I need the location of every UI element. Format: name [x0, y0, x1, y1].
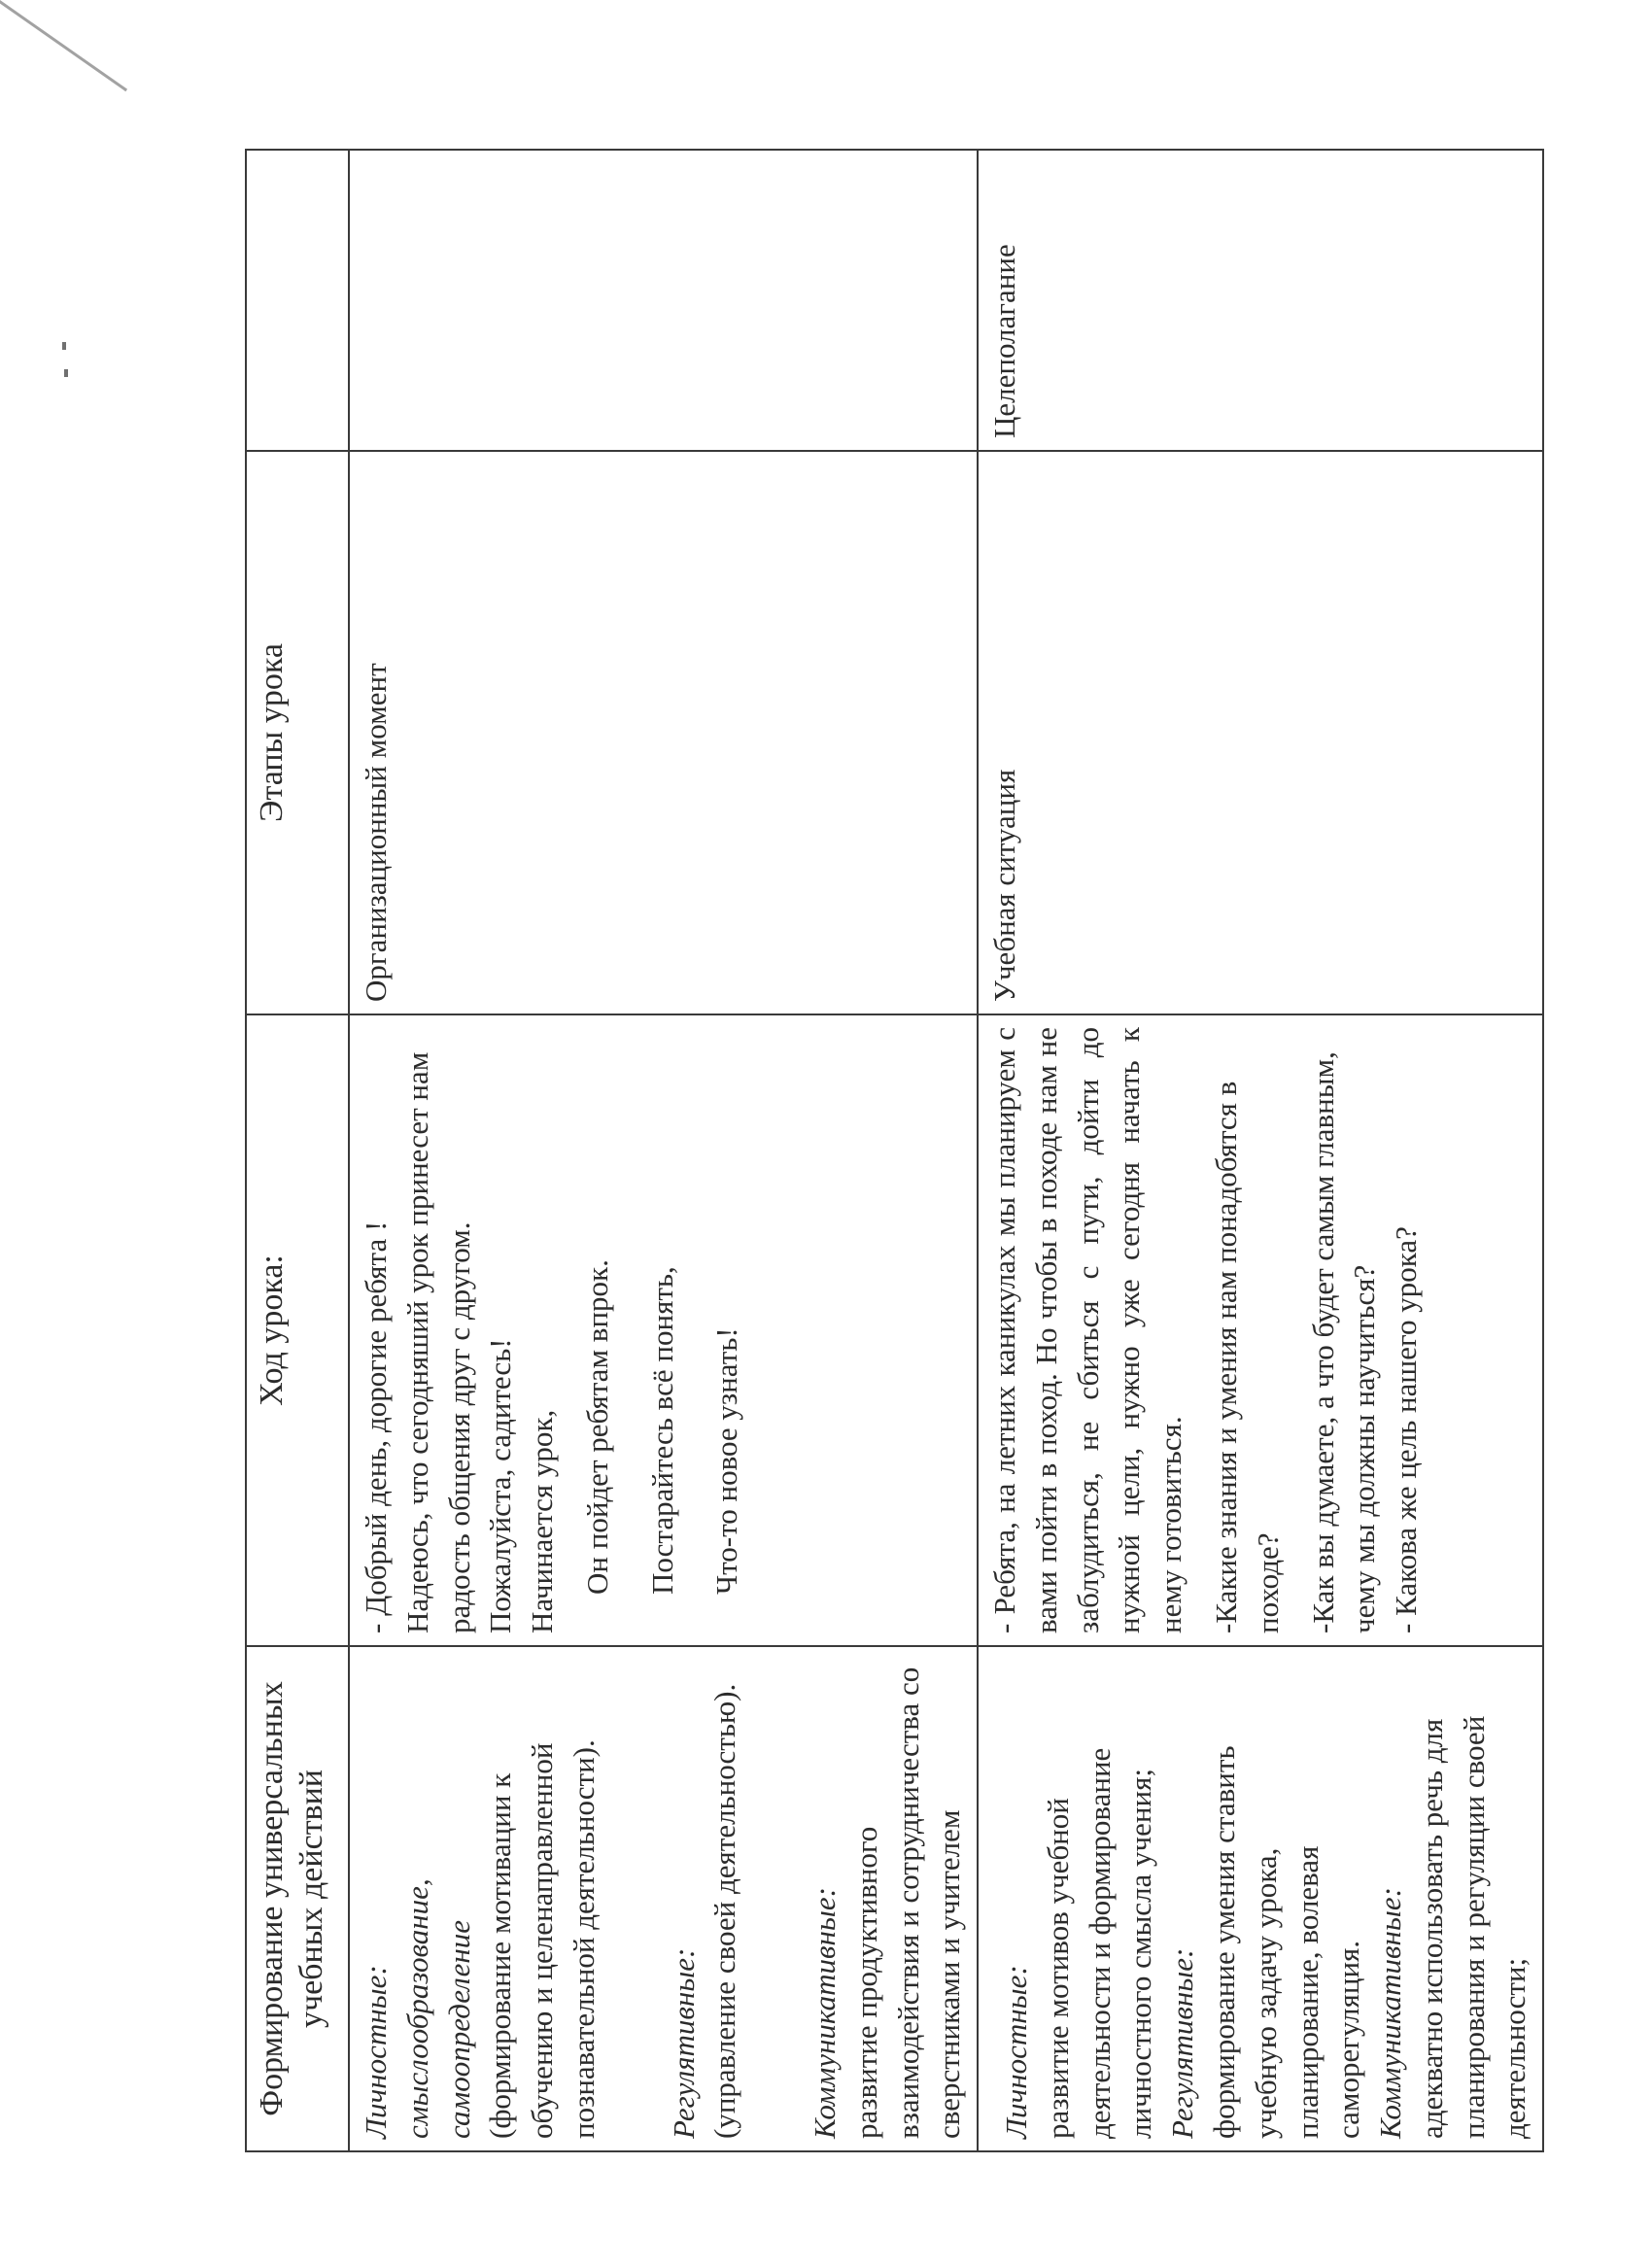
uud-text: (формирование мотивации к обучению и целенаправленной познавательной деятельности).: [483, 1739, 601, 2139]
stage-cell: [349, 451, 978, 1014]
uud-title: Личностные:: [359, 1965, 393, 2139]
table-row: [349, 150, 978, 2151]
uud-title: Личностные:: [999, 1965, 1034, 2139]
course-cell: [349, 1014, 978, 1646]
course-line: - Добрый день, дорогие ребята !: [359, 1220, 393, 1633]
scan-dot-mark: [62, 342, 66, 350]
uud-line: самоопределение: [441, 1920, 476, 2139]
course-line: Надеюсь, что сегодняший урок принесет нам радость общения друг с другом.: [399, 1051, 476, 1633]
uud-text: формирование умения ставить учебную задачу урока, планирование, волевая саморегуляция.: [1207, 1745, 1366, 2139]
uud-block-regulative: [664, 1659, 747, 2139]
table-header-row: [246, 150, 349, 2151]
uud-title: Коммуникативные:: [1373, 1887, 1408, 2139]
course-line: - Какова же цель нашего урока?: [1389, 1226, 1424, 1633]
uud-text: адекватно использовать речь для планирования и регуляции своей деятельности;: [1414, 1715, 1532, 2139]
rotated-lesson-sheet: [245, 151, 1532, 2152]
header-uud: Формирование универсальных учебных действий: [246, 1646, 349, 2151]
scan-dot-mark: [64, 369, 68, 377]
empty-cell: [349, 150, 978, 451]
header-stages: Этапы урока: [246, 451, 349, 1014]
stage-secondary-cell: [978, 150, 1543, 451]
stage-name: Учебная ситуация: [987, 769, 1022, 1002]
uud-text: (управление своей деятельностью).: [707, 1683, 742, 2139]
uud-title: Коммуникативные:: [808, 1887, 843, 2139]
stage-name: Организационный момент: [359, 663, 393, 1002]
uud-block-regulative: [1162, 1659, 1370, 2139]
header-empty: [246, 150, 349, 451]
uud-block-communicative: [1370, 1659, 1536, 2139]
course-line: Что-то новое узнать!: [709, 1327, 744, 1595]
stage-cell: [978, 451, 1543, 1014]
uud-title: Регулятивные:: [666, 1947, 701, 2139]
header-course: Ход урока:: [246, 1014, 349, 1646]
course-line: - Ребята, на летних каникулах мы планируем с вами пойти в поход. Но чтобы в походе нам не заблудиться, не сбиться с пути, дойти до нужной цели, нужно уже сегодня начать к нему готовиться.: [987, 1027, 1188, 1633]
scan-edge-mark: [0, 0, 127, 91]
uud-block-personal: [356, 1659, 605, 2139]
lesson-table: [245, 149, 1544, 2152]
uud-line: смыслообразование,: [399, 1878, 434, 2139]
uud-title: Регулятивные:: [1165, 1947, 1200, 2139]
stage-secondary-name: Целеполагание: [987, 244, 1022, 438]
uud-block-communicative: [805, 1659, 971, 2139]
uud-cell: [978, 1646, 1543, 2151]
course-line: Он пойдет ребятам впрок.: [579, 1259, 614, 1595]
uud-text: развитие продуктивного взаимодействия и сотрудничества со сверстниками и учителем: [848, 1667, 967, 2139]
course-line: -Какие знания и умения нам понадобятся в походе?: [1209, 1081, 1285, 1633]
course-line: Начинается урок,: [525, 1409, 560, 1633]
course-line: -Как вы думаете, а что будет самым главным, чему мы должны научиться?: [1305, 1051, 1382, 1633]
uud-block-personal: [996, 1659, 1162, 2139]
uud-cell: [349, 1646, 978, 2151]
course-line: Постарайтесь всё понять,: [644, 1266, 679, 1595]
table-row: [978, 150, 1543, 2151]
course-cell: [978, 1014, 1543, 1646]
uud-text: развитие мотивов учебной деятельности и формирование личностного смысла учения;: [1040, 1747, 1158, 2139]
course-line: Пожалуйста, садитесь!: [483, 1338, 518, 1633]
